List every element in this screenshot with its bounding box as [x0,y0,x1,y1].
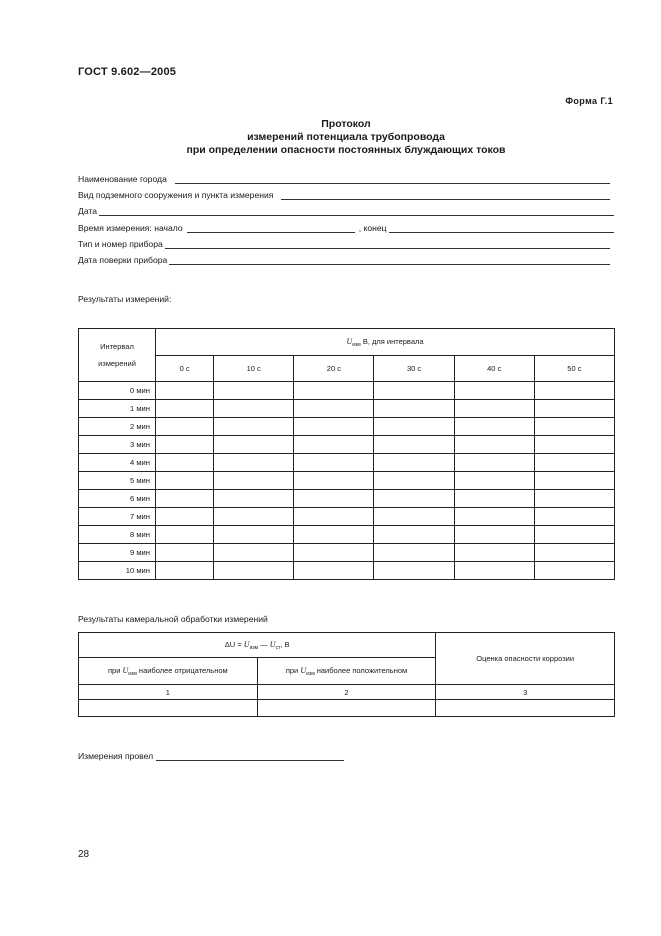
col2-suffix: наиболее положительном [316,665,408,675]
measurement-cell [214,418,294,436]
table-row [79,472,615,490]
col2-prefix: при [285,665,299,675]
time-start-blank [187,223,355,233]
data-cell-3 [436,700,615,717]
table-row [79,382,615,400]
measurement-cell [374,400,454,418]
measurement-cell [534,526,614,544]
measurement-cell [374,508,454,526]
date-label: Дата [78,206,98,216]
measurement-cell [294,382,374,400]
page-number: 28 [78,849,90,860]
u-symbol: U [346,336,353,346]
interval-header-cell [79,329,156,382]
col2-sub: изм [306,670,315,677]
column-number-3: 3 [436,685,615,700]
measurement-cell [156,382,214,400]
measurement-cell [214,562,294,580]
measurement-cell [294,526,374,544]
standard-code: ГОСТ 9.602—2005 [78,66,177,78]
table-row [79,490,615,508]
table-row [79,508,615,526]
calibration-label: Дата поверки прибора [78,255,168,265]
column-number-2: 2 [257,685,436,700]
measurement-cell [214,382,294,400]
time-field [78,221,614,233]
measurement-cell [534,418,614,436]
measurement-cell [156,400,214,418]
row-label: 0 мин [79,382,156,400]
measurement-cell [454,418,534,436]
formula-equals: = [237,639,242,649]
measurement-cell [534,400,614,418]
corrosion-assessment-header: Оценка опасности коррозии [436,633,615,685]
processing-table [78,632,615,717]
calibration-blank [169,255,610,265]
measurement-cell [534,454,614,472]
measurement-cell [454,382,534,400]
table-row [79,544,615,562]
processing-label: Результаты камеральной обработки измерений [78,614,268,624]
formula-u2-sub: ст [275,644,281,651]
measurement-cell [214,508,294,526]
row-label: 9 мин [79,544,156,562]
measurement-cell [374,544,454,562]
formula-u1: U [243,639,250,649]
measurement-cell [454,508,534,526]
measurement-cell [214,544,294,562]
measurement-cell [294,454,374,472]
measurement-cell [534,490,614,508]
measurement-cell [294,400,374,418]
measurement-cell [454,472,534,490]
form-number: Форма Г.1 [565,96,613,106]
row-label: 6 мин [79,490,156,508]
signature-label: Измерения провел [78,751,154,761]
measurement-cell [156,508,214,526]
device-blank [165,239,610,249]
structure-label: Вид подземного сооружения и пункта измерения [78,190,274,200]
u-subscript: изм [352,341,361,348]
measurement-cell [214,490,294,508]
measurement-cell [374,436,454,454]
measurement-cell [156,490,214,508]
city-field [78,172,614,184]
measurement-cell [534,472,614,490]
formula-header-cell [79,633,436,658]
measurement-cell [454,490,534,508]
column-header: 0 с [156,356,214,382]
data-cell-1 [79,700,258,717]
measurement-cell [156,472,214,490]
measurement-cell [454,436,534,454]
formula-delta: ΔU [224,639,236,649]
column-header: 10 с [214,356,294,382]
measurement-cell [156,436,214,454]
measurement-cell [374,418,454,436]
measurement-cell [534,436,614,454]
formula-minus: — [260,639,268,649]
col2-u: U [300,665,307,675]
most-negative-header [79,658,258,685]
row-label: 3 мин [79,436,156,454]
protocol-title: Протокол [321,118,371,130]
calibration-field [78,253,614,265]
u-header-suffix: В, для интервала [362,336,424,346]
table-row [79,418,615,436]
most-positive-header [257,658,436,685]
measurement-cell [374,472,454,490]
measurement-cell [156,526,214,544]
row-label: 7 мин [79,508,156,526]
measurement-cell [534,562,614,580]
protocol-subtitle-1: измерений потенциала трубопровода [247,131,445,143]
measurement-cell [374,562,454,580]
time-end-label: , конец [358,223,387,233]
city-blank [175,174,610,184]
measurement-cell [374,526,454,544]
table-row [79,400,615,418]
device-field [78,237,614,249]
results-label: Результаты измерений: [78,294,172,304]
measurement-cell [454,454,534,472]
measurement-cell [454,526,534,544]
measurement-cell [214,454,294,472]
date-field [78,204,614,216]
col1-sub: изм [128,670,137,677]
table-row [79,436,615,454]
device-label: Тип и номер прибора [78,239,163,249]
measurement-cell [156,562,214,580]
structure-field [78,188,614,200]
formula-u1-sub: изм [249,644,259,651]
data-cell-2 [257,700,436,717]
measurement-cell [156,454,214,472]
measurement-cell [374,382,454,400]
row-label: 8 мин [79,526,156,544]
measurement-cell [534,544,614,562]
measurements-table [78,328,615,580]
measurement-cell [214,400,294,418]
date-blank [99,206,614,216]
measurement-cell [454,562,534,580]
measurement-cell [534,508,614,526]
column-header: 50 с [534,356,614,382]
col1-u: U [122,665,129,675]
measurement-cell [534,382,614,400]
column-header: 20 с [294,356,374,382]
measurement-cell [294,436,374,454]
interval-header-line2: измерений [98,359,136,368]
row-label: 5 мин [79,472,156,490]
measurement-cell [294,418,374,436]
u-header-cell [156,329,615,356]
measurement-cell [156,418,214,436]
time-end-blank [389,223,614,233]
signature-blank [156,751,344,761]
time-start-label: Время измерения: начало [78,223,183,233]
measurement-cell [374,454,454,472]
formula-unit: , В [280,639,290,649]
column-header: 40 с [454,356,534,382]
formula-u2: U [269,639,276,649]
measurement-cell [214,436,294,454]
interval-header-line1: Интервал [100,342,134,351]
measurement-cell [294,544,374,562]
measurement-cell [294,490,374,508]
row-label: 10 мин [79,562,156,580]
structure-blank [281,190,610,200]
measurement-cell [294,472,374,490]
table-row [79,562,615,580]
measurement-cell [214,472,294,490]
measurement-cell [214,526,294,544]
city-label: Наименование города [78,174,167,184]
measurement-cell [294,562,374,580]
row-label: 4 мин [79,454,156,472]
measurement-cell [454,544,534,562]
table-row [79,526,615,544]
signature-row [78,751,344,761]
measurement-cell [454,400,534,418]
measurement-cell [374,490,454,508]
measurement-cell [156,544,214,562]
col1-suffix: наиболее отрицательном [138,665,228,675]
row-label: 2 мин [79,418,156,436]
measurement-cell [294,508,374,526]
col1-prefix: при [108,665,121,675]
column-number-1: 1 [79,685,258,700]
row-label: 1 мин [79,400,156,418]
table-row [79,454,615,472]
column-header: 30 с [374,356,454,382]
protocol-subtitle-2: при определении опасности постоянных блуждающих токов [186,144,506,156]
